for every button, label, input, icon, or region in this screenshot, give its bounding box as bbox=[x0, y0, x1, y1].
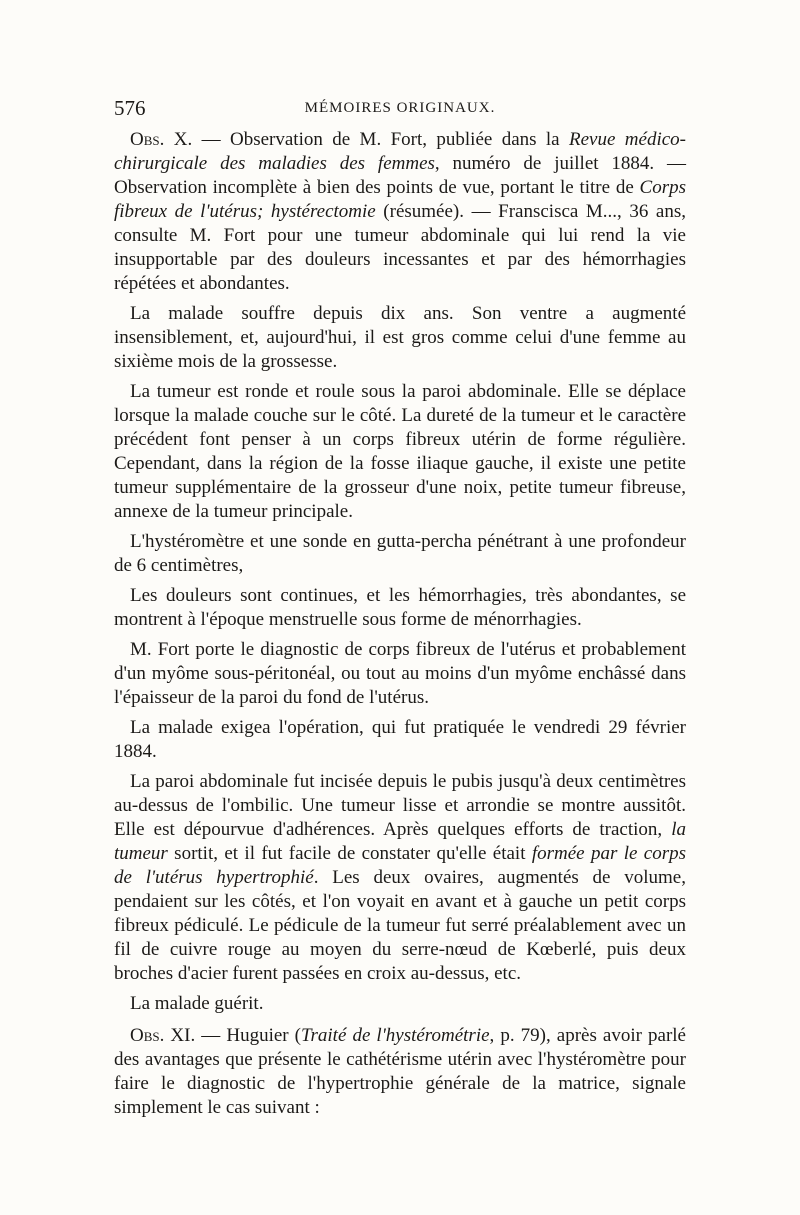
text-run: La tumeur est ronde et roule sous la paroi abdominale. Elle se déplace lorsque la malade couche sur le côté. La dureté de la tumeur et le caractère précédent font penser à un corps fibreux utérin de forme régulière. Cependant, dans la région de la fosse iliaque gauche, il existe une petite tumeur supplémentaire de la grosseur d'une noix, petite tumeur fibreuse, annexe de la tumeur principale. bbox=[114, 381, 686, 522]
observation-label: Obs. XI. bbox=[130, 1025, 196, 1046]
paragraph bbox=[114, 128, 686, 296]
paragraph bbox=[114, 584, 686, 632]
text-run: M. Fort porte le diagnostic de corps fibreux de l'utérus et probablement d'un myôme sous-péritonéal, ou tout au moins d'un myôme enchâssé dans l'épaisseur de la paroi du fond de l'utérus. bbox=[114, 639, 686, 708]
text-run: sortit, et il fut facile de constater qu'elle était bbox=[167, 843, 532, 864]
text-run: . Les deux ovaires, augmentés de volume, pendaient sur les côtés, et l'on voyait en avant et à gauche un petit corps fibreux pédiculé. Le pédicule de la tumeur fut serré préalablement avec un fil de cuivre rouge au moyen du serre-nœud de Kœberlé, puis deux broches d'acier furent passées en croix au-dessus, etc. bbox=[114, 867, 686, 984]
italic-text: formée par le corps de l'utérus hypertrophié bbox=[114, 843, 686, 888]
text-run: — Huguier ( bbox=[195, 1025, 301, 1046]
paragraph bbox=[114, 770, 686, 986]
text-run: — Observation de M. Fort, publiée dans la bbox=[192, 129, 570, 150]
running-title: MÉMOIRES ORIGINAUX. bbox=[304, 100, 496, 116]
paragraph bbox=[114, 530, 686, 578]
italic-text: Corps fibreux de l'utérus; hystérectomie bbox=[114, 177, 686, 222]
paragraph bbox=[114, 716, 686, 764]
paragraph bbox=[114, 380, 686, 524]
paragraph bbox=[114, 992, 686, 1016]
text-run: L'hystéromètre et une sonde en gutta-percha pénétrant à une profondeur de 6 centimètres, bbox=[114, 531, 686, 576]
page-header bbox=[114, 96, 686, 126]
text-run: , numéro de juillet 1884. — Observation incomplète à bien des points de vue, portant le titre de bbox=[114, 153, 686, 198]
paragraph bbox=[114, 638, 686, 710]
italic-text: Revue médico-chirurgicale des maladies des femmes bbox=[114, 129, 686, 174]
observation-label: Obs. X. bbox=[130, 129, 193, 150]
paragraph bbox=[114, 1024, 686, 1120]
page-number: 576 bbox=[114, 96, 146, 120]
body-text bbox=[114, 128, 686, 1120]
text-run: Les douleurs sont continues, et les hémorrhagies, très abondantes, se montrent à l'époque menstruelle sous forme de ménorrhagies. bbox=[114, 585, 686, 630]
text-run: , p. 79), après avoir parlé des avantages que présente le cathétérisme utérin avec l'hystéromètre pour faire le diagnostic de l'hypertrophie générale de la matrice, signale simplement le cas suivant : bbox=[114, 1025, 686, 1118]
text-run: La paroi abdominale fut incisée depuis le pubis jusqu'à deux centimètres au-dessus de l'ombilic. Une tumeur lisse et arrondie se montre aussitôt. Elle est dépourvue d'adhérences. Après quelques efforts de traction, bbox=[114, 771, 686, 840]
italic-text: Traité de l'hystérométrie bbox=[300, 1025, 490, 1046]
text-run: La malade exigea l'opération, qui fut pratiquée le vendredi 29 février 1884. bbox=[114, 717, 686, 762]
text-run: La malade guérit. bbox=[130, 993, 264, 1014]
paragraph bbox=[114, 302, 686, 374]
text-run: (résumée). — Franscisca M..., 36 ans, consulte M. Fort pour une tumeur abdominale qui lui rend la vie insupportable par des douleurs incessantes et par des hémorrhagies répétées et abondantes. bbox=[114, 201, 686, 294]
italic-text: la tumeur bbox=[114, 819, 686, 864]
text-run: La malade souffre depuis dix ans. Son ventre a augmenté insensiblement, et, aujourd'hui, il est gros comme celui d'une femme au sixième mois de la grossesse. bbox=[114, 303, 686, 372]
